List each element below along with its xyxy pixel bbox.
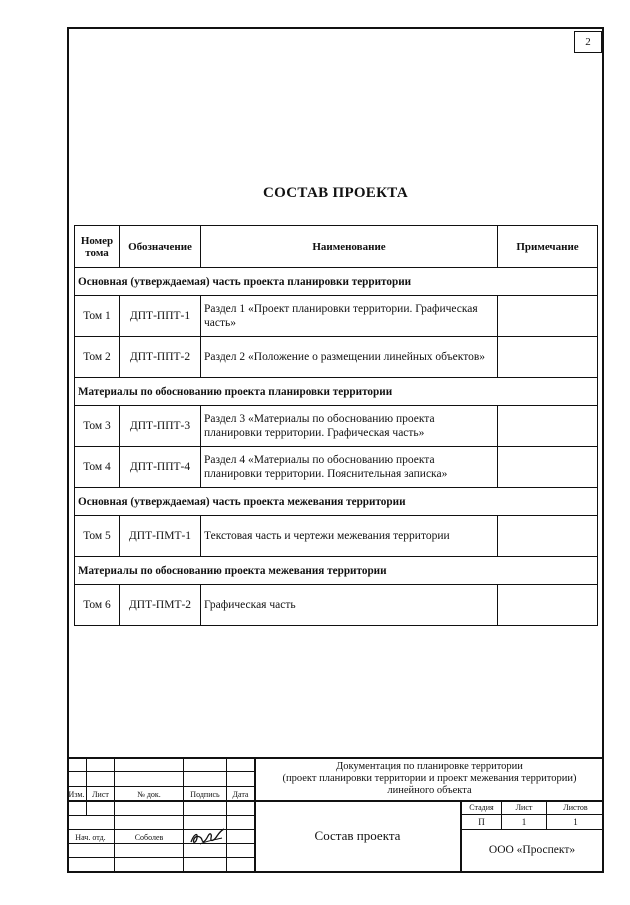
volume-note — [498, 337, 598, 378]
volume-number: Том 2 — [75, 337, 120, 378]
volume-name: Раздел 3 «Материалы по обоснованию проекта планировки территории. Графическая часть» — [201, 406, 498, 447]
col-label-izm: Изм. — [68, 790, 85, 799]
document-title-line: (проект планировки территории и проект межевания территории) — [282, 773, 577, 784]
header-volume-number: Номер тома — [75, 226, 120, 268]
section-row — [75, 557, 598, 585]
stage-value: П — [478, 817, 485, 827]
sheet-number: 2 — [574, 31, 602, 53]
table-row — [75, 406, 598, 447]
composition-table — [74, 225, 598, 626]
header-note: Примечание — [498, 226, 598, 268]
header-designation: Обозначение — [120, 226, 201, 268]
col-label-podpis: Подпись — [190, 790, 220, 799]
col-label-data: Дата — [232, 790, 249, 799]
volume-number: Том 3 — [75, 406, 120, 447]
designation: ДПТ-ППТ-4 — [120, 447, 201, 488]
volume-note — [498, 296, 598, 337]
document-title — [255, 761, 604, 797]
volume-name: Раздел 2 «Положение о размещении линейных объектов» — [201, 337, 498, 378]
sheet-name: Состав проекта — [314, 828, 401, 843]
table-row — [75, 447, 598, 488]
volume-note — [498, 447, 598, 488]
section-heading: Материалы по обоснованию проекта межевания территории — [75, 557, 598, 585]
volume-name: Текстовая часть и чертежи межевания территории — [201, 516, 498, 557]
table-row — [75, 516, 598, 557]
volume-number: Том 4 — [75, 447, 120, 488]
col-label-ndok: № док. — [137, 790, 161, 799]
section-row — [75, 378, 598, 406]
volume-number: Том 6 — [75, 585, 120, 626]
volume-number: Том 1 — [75, 296, 120, 337]
section-row — [75, 488, 598, 516]
volume-number: Том 5 — [75, 516, 120, 557]
section-heading: Материалы по обоснованию проекта планировки территории — [75, 378, 598, 406]
person-name: Соболев — [134, 833, 164, 842]
sheet-value: 1 — [521, 817, 527, 827]
header-name: Наименование — [201, 226, 498, 268]
table-row — [75, 337, 598, 378]
role-label: Нач. отд. — [75, 833, 106, 842]
designation: ДПТ-ППТ-3 — [120, 406, 201, 447]
col-label-list: Лист — [92, 790, 109, 799]
stage-label: Стадия — [469, 803, 494, 812]
volume-name: Раздел 4 «Материалы по обоснованию проекта планировки территории. Пояснительная записка» — [201, 447, 498, 488]
document-title-line: Документация по планировке территории — [336, 761, 523, 772]
organization-name: ООО «Проспект» — [488, 844, 576, 856]
section-heading: Основная (утверждаемая) часть проекта межевания территории — [75, 488, 598, 516]
signature — [188, 824, 226, 848]
table-row — [75, 296, 598, 337]
designation: ДПТ-ПМТ-1 — [120, 516, 201, 557]
table-row — [75, 585, 598, 626]
table-header-row — [75, 226, 598, 268]
volume-name: Раздел 1 «Проект планировки территории. Графическая часть» — [201, 296, 498, 337]
designation: ДПТ-ПМТ-2 — [120, 585, 201, 626]
sheets-total-label: Листов — [563, 803, 588, 812]
volume-name: Графическая часть — [201, 585, 498, 626]
volume-note — [498, 585, 598, 626]
designation: ДПТ-ППТ-1 — [120, 296, 201, 337]
section-row — [75, 268, 598, 296]
volume-note — [498, 406, 598, 447]
volume-note — [498, 516, 598, 557]
section-heading: Основная (утверждаемая) часть проекта планировки территории — [75, 268, 598, 296]
document-title-line: линейного объекта — [387, 785, 472, 796]
page-title: СОСТАВ ПРОЕКТА — [263, 185, 408, 201]
sheets-total-value: 1 — [573, 817, 578, 827]
designation: ДПТ-ППТ-2 — [120, 337, 201, 378]
sheet-label: Лист — [515, 803, 533, 812]
